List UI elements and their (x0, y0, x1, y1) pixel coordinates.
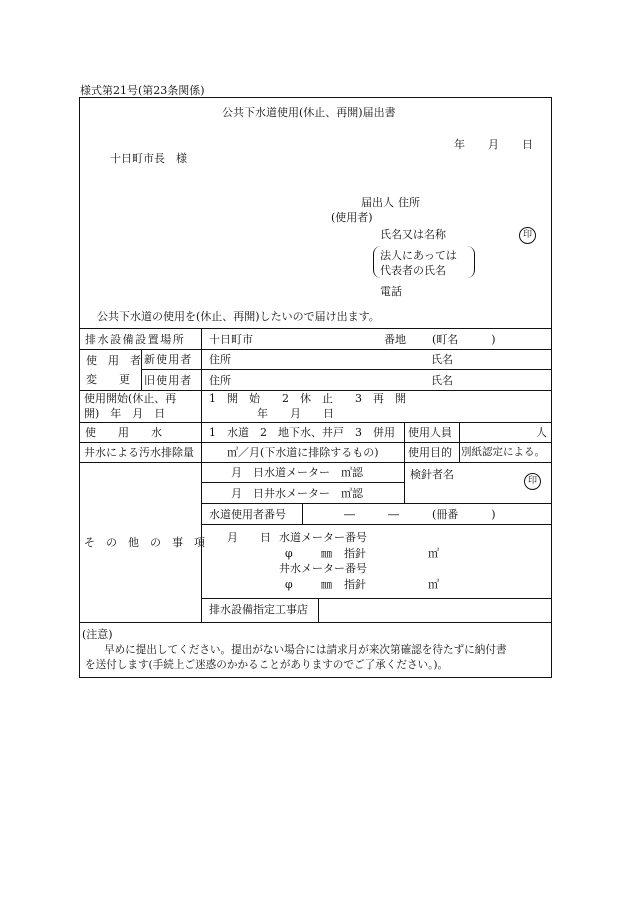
change-label-2: 変 更 (86, 373, 130, 386)
well-meter-mm: ㎜ (321, 578, 332, 591)
change-label-1: 使 用 者 (86, 354, 141, 367)
well-meter-reading-label: 指針 (344, 578, 366, 591)
seal-icon: 印 (519, 227, 536, 244)
water-meter-phi: φ (285, 547, 293, 560)
col-rule-change (141, 349, 142, 390)
note-line-1: 早めに提出してください。提出がない場合には請求月が来次第確認を待たずに納付書 (104, 644, 507, 656)
col-rule-contractor (318, 598, 319, 622)
rule-4 (79, 390, 552, 391)
contractor-label: 排水設備指定工事店 (209, 603, 308, 616)
date-day[interactable]: 日 (522, 138, 533, 151)
col-rule-people-value (459, 422, 460, 462)
applicant-label: 届出人 (361, 196, 394, 209)
col-rule-reader (404, 462, 405, 503)
note-line-2: を送付します(手続上ご迷惑のかかることがありますのでご了承ください。)。 (85, 659, 449, 671)
rule-5 (79, 422, 552, 423)
rule-8 (201, 482, 404, 483)
rule-11 (201, 598, 552, 599)
rule-1 (79, 328, 552, 329)
addressee: 十日町市長 様 (110, 152, 187, 165)
old-user-label: 旧使用者 (144, 374, 193, 387)
applicant-sub-label: (使用者) (331, 211, 373, 224)
people-unit: 人 (536, 426, 547, 439)
well-meter-m3: ㎥ (428, 578, 439, 591)
reader-label: 検針者名 (410, 468, 454, 481)
location-label: 排水設備設置場所 (85, 333, 186, 346)
corp-line-1: 法人にあっては (380, 249, 457, 262)
rule-10 (201, 524, 552, 525)
well-value[interactable]: ㎥／月(下水道に排除するもの) (227, 446, 379, 459)
start-label-2: 開) 年 月 日 (84, 407, 166, 420)
rule-3 (141, 369, 552, 370)
rule-6 (79, 442, 552, 443)
location-town[interactable]: (町名 ) (432, 333, 496, 346)
water-meter-reading-label: 指針 (344, 547, 366, 560)
meter-check-2[interactable]: 月 日井水メーター ㎥認 (231, 487, 363, 500)
rule-9 (201, 503, 552, 504)
well-meter-phi: φ (285, 578, 293, 591)
meter-check-1[interactable]: 月 日水道メーター ㎥認 (231, 466, 363, 479)
declaration: 公共下水道の使用を(休止、再開)したいので届け出ます。 (97, 310, 380, 323)
applicant-phone-label[interactable]: 電話 (380, 285, 402, 298)
old-user-address-label[interactable]: 住所 (209, 374, 231, 387)
date-year[interactable]: 年 (454, 138, 465, 151)
rule-12 (79, 622, 552, 623)
corp-line-2: 代表者の氏名 (380, 264, 446, 277)
col-rule-people (404, 422, 405, 462)
well-label: 井水による汚水排除量 (84, 446, 194, 459)
other-label: そ の 他 の 事 項 (84, 536, 205, 549)
note-title: (注意) (82, 628, 113, 641)
location-banchi: 番地 (384, 333, 406, 346)
date-month[interactable]: 月 (488, 138, 499, 151)
user-number-label: 水道使用者番号 (209, 508, 286, 521)
water-options[interactable]: 1 水道 2 地下水、井戸 3 併用 (209, 426, 395, 439)
form-frame (79, 97, 552, 678)
applicant-address-label[interactable]: 住所 (398, 196, 420, 209)
location-city: 十日町市 (209, 333, 253, 346)
people-label: 使用人員 (408, 426, 452, 439)
rule-7 (79, 462, 552, 463)
form-number: 様式第21号(第23条関係) (80, 84, 205, 97)
col-rule-user-no (302, 503, 303, 524)
meter-date[interactable]: 月 日 (227, 531, 271, 544)
col-rule-label (201, 328, 202, 622)
well-meter-number-label: 井水メーター番号 (279, 562, 367, 575)
start-date[interactable]: 年 月 日 (257, 407, 334, 420)
new-user-name-label[interactable]: 氏名 (431, 353, 453, 366)
form-title: 公共下水道使用(休止、再開)届出書 (222, 106, 396, 119)
new-user-label: 新使用者 (144, 353, 193, 366)
water-meter-mm: ㎜ (321, 547, 332, 560)
old-user-name-label[interactable]: 氏名 (431, 374, 453, 387)
start-options[interactable]: 1 開 始 2 休 止 3 再 開 (209, 392, 406, 405)
user-number-value[interactable]: ― ― (冊番 ) (344, 508, 496, 521)
water-meter-m3: ㎥ (428, 547, 439, 560)
water-label: 使 用 水 (85, 426, 162, 439)
water-meter-number-label: 水道メーター番号 (279, 531, 367, 544)
start-label-1: 使用開始(休止、再 (84, 392, 177, 405)
purpose-value: 別紙認定による。 (461, 446, 545, 458)
applicant-name-label[interactable]: 氏名又は名称 (380, 228, 446, 241)
reader-seal-icon: 印 (524, 473, 541, 490)
new-user-address-label[interactable]: 住所 (209, 353, 231, 366)
purpose-label: 使用目的 (408, 446, 452, 459)
rule-2 (79, 349, 552, 350)
